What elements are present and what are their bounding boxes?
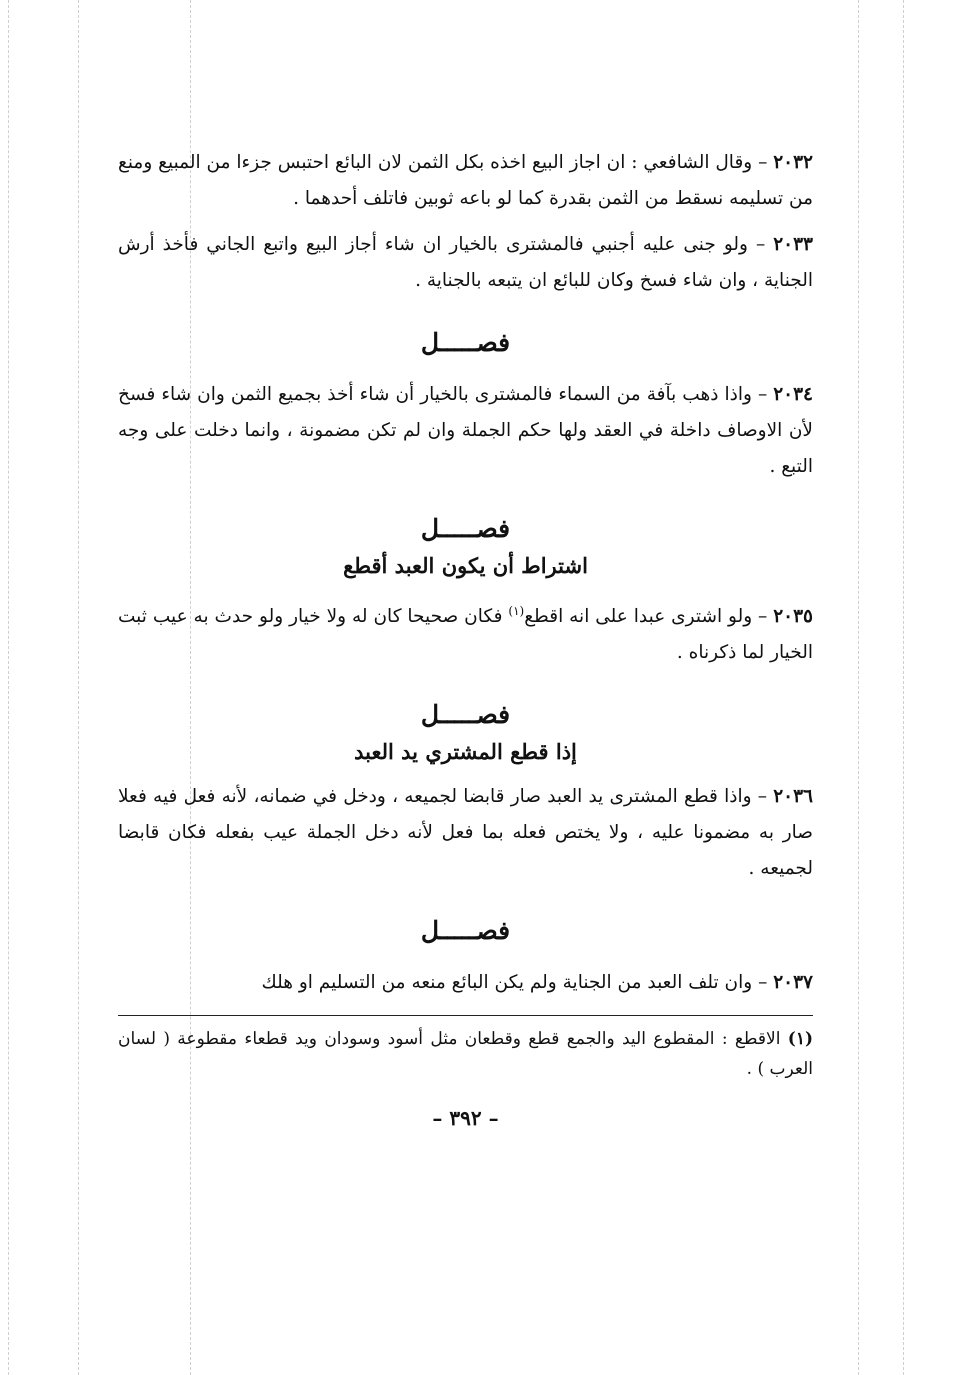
paragraph-number: ٢٠٣٥ (773, 606, 813, 628)
paragraph-text: – واذا قطع المشترى يد العبد صار قابضا لجميعه ، ودخل في ضمانه، لأنه فعل فيه فعلا صار به مضمونا عليه ، ولا يختص فعله بما فعل لأنه دخل الجملة عيب بفعله فكان قابضا لجميعه . (118, 786, 813, 880)
scan-margin-line (78, 0, 79, 1375)
footnote-mark: (١) (787, 1029, 813, 1050)
paragraph-text: – ولو اشترى عبدا على انه اقطع (524, 606, 768, 628)
paragraph-text: فكان صحيحا كان له ولا خيار ولو حدث به عيب ثبت الخيار لما ذكرناه . (118, 606, 813, 664)
paragraph-text: – ولو جنى عليه أجنبي فالمشترى بالخيار ان شاء أجاز البيع واتبع الجاني فأخذ أرش الجناية ، وان شاء فسخ وكان للبائع ان يتبعه بالجناية . (118, 234, 813, 291)
paragraph-2034 (118, 377, 813, 485)
scan-margin-line (858, 0, 859, 1375)
section-heading: فصـــــل (420, 328, 511, 357)
paragraph-2037 (118, 965, 813, 1001)
paragraph-2036 (118, 779, 813, 887)
paragraph-2035 (118, 593, 813, 671)
paragraph-text: – واذا ذهب بآفة من السماء فالمشترى بالخيار أن شاء أخذ بجميع الثمن وان شاء فسخ لأن الاوصاف داخلة في العقد ولها حكم الجملة وان لم تكن مضمونة ، وانما دخلت على وجه التبع . (118, 384, 813, 477)
scan-margin-line (8, 0, 9, 1375)
section-subheading: اشتراط أن يكون العبد أقطع (343, 553, 588, 578)
section-heading: فصـــــل (420, 700, 511, 730)
footnote-reference: (١) (508, 604, 525, 618)
scan-margin-line (903, 0, 904, 1375)
footnote-text: الاقطع : المقطوع اليد والجمع قطع وقطعان مثل أسود وسودان ويد قطعاء مقطوعة ( لسان العرب ) . (118, 1029, 813, 1080)
paragraph-number: ٢٠٣٣ (773, 234, 813, 255)
footnote (118, 1024, 813, 1084)
section-subheading: إذا قطع المشتري يد العبد (354, 739, 577, 765)
section-heading: فصـــــل (420, 514, 511, 543)
paragraph-number: ٢٠٣٤ (773, 384, 813, 405)
paragraph-2033 (118, 227, 813, 299)
paragraph-2032 (118, 145, 813, 217)
paragraph-text: – وقال الشافعي : ان اجاز البيع اخذه بكل الثمن لان البائع احتبس جزءا من المبيع ومنع من تسليمه نسقط من الثمن بقدرة كما لو باعه ثوبين فاتلف أحدهما . (117, 152, 813, 209)
page-number: – ٣٩٢ – (432, 1106, 499, 1131)
paragraph-number: ٢٠٣٦ (773, 786, 813, 808)
paragraph-number: ٢٠٣٢ (773, 152, 813, 173)
section-heading: فصـــــل (420, 916, 511, 946)
page-body (118, 145, 813, 1130)
paragraph-text: – وان تلف العبد من الجناية ولم يكن البائع منعه من التسليم او هلك (261, 972, 768, 994)
footnote-divider (118, 1015, 813, 1016)
paragraph-number: ٢٠٣٧ (773, 972, 813, 994)
